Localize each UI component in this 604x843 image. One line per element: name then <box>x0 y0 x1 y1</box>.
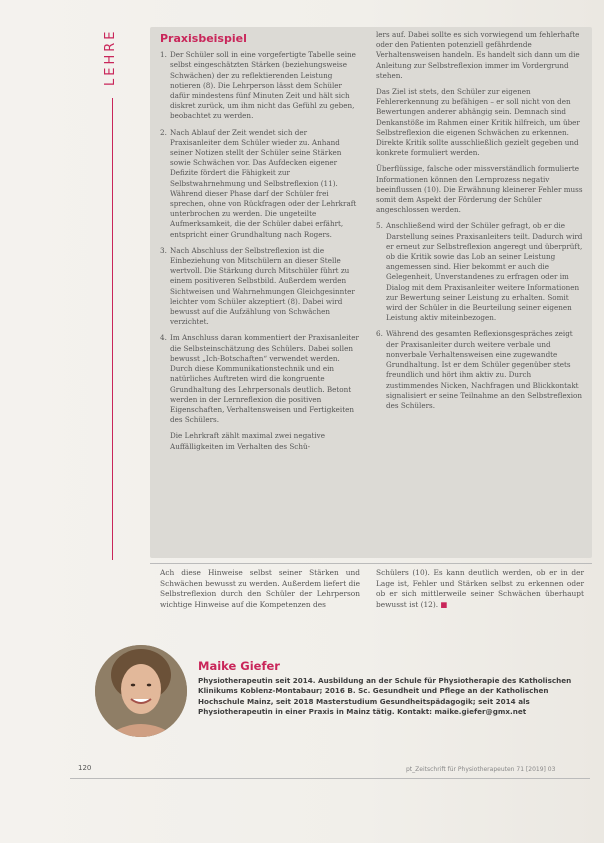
item-number: 4. <box>160 333 167 343</box>
page-number: 120 <box>78 764 92 772</box>
box-left-tail: Die Lehrkraft zählt maximal zwei negative Auffälligkeiten im Verhalten des Schü- <box>170 431 325 451</box>
box-right-lead: lers auf. Dabei sollte es sich vorwiegend um fehlerhafte oder den Patienten potenziell gefährdende Verhaltensweisen handeln. Es handelt sich dann um die Anleitung zur Selbstreflexion immer im Vordergrund stehen. <box>376 30 580 80</box>
author-avatar <box>95 645 187 737</box>
box-title: Praxisbeispiel <box>160 32 247 45</box>
body-text-right-content: Schülers (10). Es kann deutlich werden, ob er in der Lage ist, Fehler und Stärken selbst zu erkennen oder ob er sich mittlerweile seiner Schwächen überhaupt bewusst ist (12). <box>376 568 584 609</box>
box-left-column <box>160 34 360 458</box>
end-mark: ■ <box>440 599 448 609</box>
list-item <box>160 333 360 425</box>
item-text: Nach Abschluss der Selbstreflexion ist die Einbeziehung von Mitschülern an dieser Stelle wertvoll. Die Stärkung durch Mitschüler führt zu einem positiveren Selbstbild. Außerdem werden Sichtweisen und Wahrnehmungen Gleichgesinnter leichter vom Schüler akzeptiert (8). Dabei wird bewusst auf die Aufzählung von Schwächen verzichtet. <box>170 245 355 327</box>
item-number: 1. <box>160 50 167 60</box>
author-portrait-image <box>95 645 187 737</box>
box-right-list <box>376 221 584 411</box>
list-item <box>160 50 360 121</box>
item-text: Der Schüler soll in eine vorgefertigte Tabelle seine selbst eingeschätzten Stärken (beziehungsweise Schwächen) der zu reflektierenden Leistung notieren (8). Die Lehrperson lässt dem Schüler dafür mindestens fünf Minuten Zeit und hält sich diskret zurück, um ihm nicht das Gefühl zu geben, beobachtet zu werden. <box>170 50 356 121</box>
list-item <box>160 246 360 328</box>
item-number: 2. <box>160 127 167 137</box>
box-right-paragraph: Überflüssige, falsche oder missverständlich formulierte Informationen können den Lernprozess negativ beeinflussen (10). Die Erwähnung kleinerer Fehler muss somit dem Aspekt der Förderung der Schüler angeschlossen werden. <box>376 164 583 215</box>
author-bio: Physiotherapeutin seit 2014. Ausbildung an der Schule für Physiotherapie des Katholischen Klinikums Koblenz-Montabaur; 2016 B. Sc. Gesundheit und Pflege an der Katholischen Hochschule Mainz, seit 2018 Masterstudium Gesundheitspädagogik; seit 2014 als Physiotherapeutin in einer Praxis in Mainz tätig. Kontakt: maike.giefer@gmx.net <box>198 676 572 717</box>
footer-divider <box>70 778 590 779</box>
body-text-left: Ach diese Hinweise selbst seiner Stärken und Schwächen bewusst zu werden. Außerdem liefert die Selbstreflexion durch den Schüler der Lehrperson wichtige Hinweise auf die Kompetenzen des <box>160 568 360 609</box>
item-number: 3. <box>160 245 167 255</box>
item-text: Während des gesamten Reflexionsgespräches zeigt der Praxisanleiter durch weitere verbale und nonverbale Verhaltensweisen eine zugewandte Grundhaltung. Ist er dem Schüler gegenüber stets freundlich und hört ihm aktiv zu. Durch zustimmendes Nicken, Nachfragen und Blickkontakt signalisiert er seine Teilnahme an den Selbstreflexion des Schülers. <box>386 329 582 410</box>
list-item <box>376 221 584 323</box>
footer-journal: pt_Zeitschrift für Physiotherapeuten 71 [2019] 03 <box>406 766 556 773</box>
box-right-column <box>376 30 584 417</box>
content-divider <box>150 563 592 564</box>
item-text: Nach Ablauf der Zeit wendet sich der Praxisanleiter dem Schüler wieder zu. Anhand seiner Notizen stellt der Schüler seine Stärken sowie Schwächen vor. Das Aufdecken eigener Defizite fördert die Fähigkeit zur Selbstwahrnehmung und Selbstreflexion (11). Während dieser Phase darf der Schüler frei sprechen, ohne von Rückfragen oder der Lehrkraft unterbrochen zu werden. Die ungeteilte Aufmerksamkeit, die der Schüler dabei erfährt, entspricht einer Grundhaltung nach Rogers. <box>170 127 357 239</box>
author-name: Maike Giefer <box>198 659 280 673</box>
item-number: 6. <box>376 329 383 339</box>
list-item <box>160 128 360 240</box>
item-number: 5. <box>376 221 383 231</box>
box-right-paragraph: Das Ziel ist stets, den Schüler zur eigenen Fehlererkennung zu befähigen – er soll nicht von den Bewertungen anderer abhängig sein. Demnach sind Denkanstöße im Rahmen einer Kritik hilfreich, um über Selbstreflexion die eigenen Schwächen zu erkennen. Direkte Kritik sollte ausschließlich gezielt gegeben und konkrete formuliert werden. <box>376 87 580 158</box>
body-text-right <box>376 568 584 610</box>
item-text: Im Anschluss daran kommentiert der Praxisanleiter die Selbsteinschätzung des Schülers. Dabei sollen bewusst „Ich-Botschaften“ verwendet werden. Durch diese Kommunikationstechnik und ein natürliches Auftreten wird die kongruente Grundhaltung des Lehrpersonals deutlich. Betont werden in der Lernreflexion die positiven Eigenschaften, Verhaltensweisen und Fertigkeiten des Schülers. <box>170 333 359 425</box>
section-accent-line <box>112 98 113 560</box>
section-label: LEHRE <box>103 28 118 86</box>
list-item <box>376 329 584 411</box>
item-text: Anschließend wird der Schüler gefragt, ob er die Darstellung seines Praxisanleiters teilt. Dadurch wird er erneut zur Selbstreflexion angeregt und überprüft, ob die Kritik sowie das Lob an seiner Leistung angemessen sind. Hier bekommt er auch die Gelegenheit, Unverstandenes zu erfragen oder im Dialog mit dem Praxisanleiter weitere Informationen zur Bewertung seiner Leistung zu erhalten. Somit wird der Schüler in die Beurteilung seiner eigenen Leistung aktiv miteinbezogen. <box>386 221 583 323</box>
box-left-list <box>160 50 360 425</box>
